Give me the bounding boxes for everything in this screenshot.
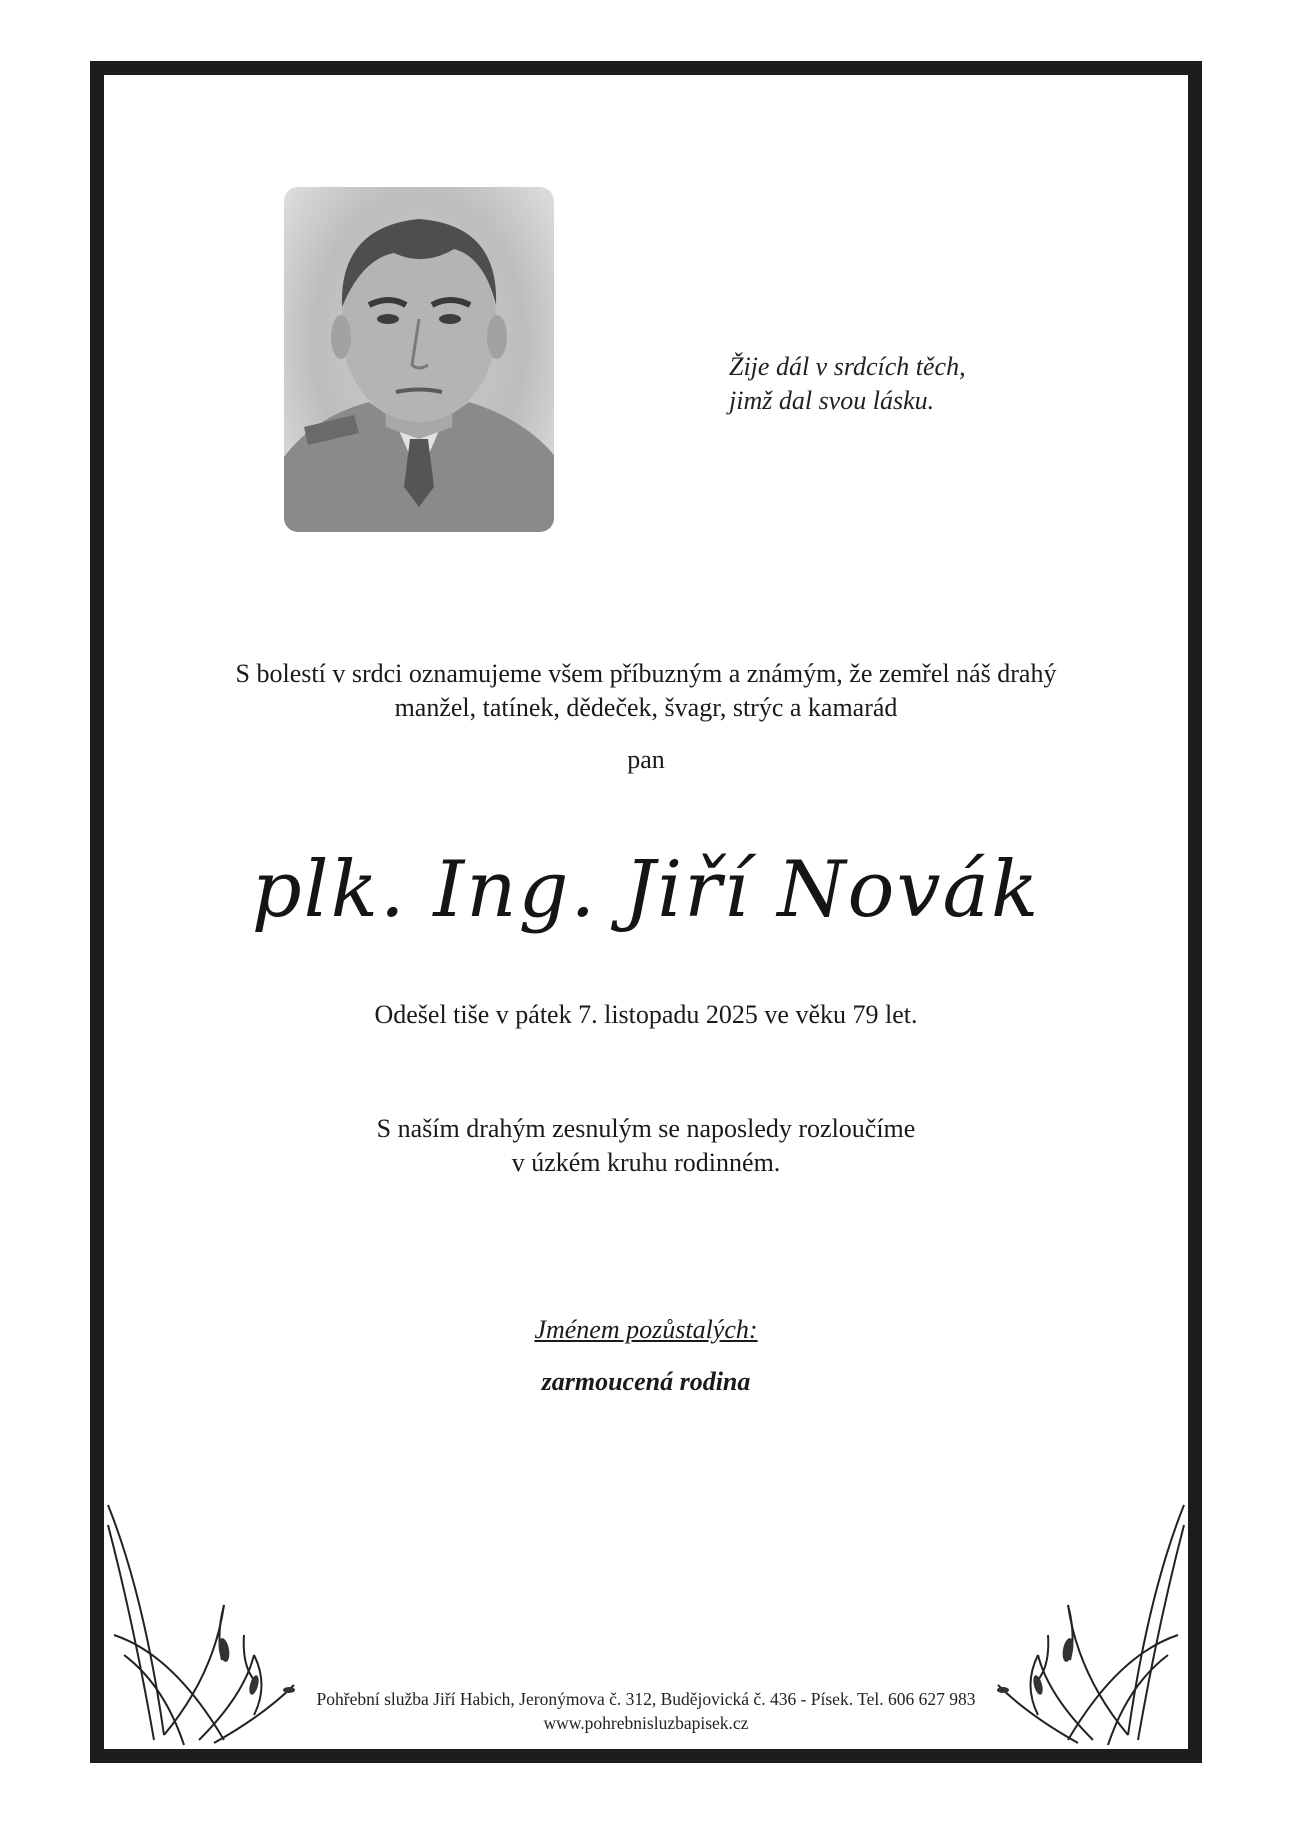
death-notice: Odešel tiše v pátek 7. listopadu 2025 ve věku 79 let. [374, 1000, 918, 1029]
mourning-border-frame [90, 61, 1202, 1763]
portrait-photo [284, 187, 554, 532]
announcement-text [104, 657, 1188, 725]
motto-line-1: Žije dál v srdcích těch, [729, 352, 966, 381]
title-word: pan [627, 745, 665, 774]
motto-quote [729, 350, 1129, 418]
on-behalf-label: Jménem pozůstalých: [534, 1315, 758, 1344]
footer-contact-line: Pohřební služba Jiří Habich, Jeronýmova č. 312, Budějovická č. 436 - Písek. Tel. 606 627 983 [316, 1689, 976, 1709]
farewell-line-2: v úzkém kruhu rodinném. [511, 1148, 781, 1177]
funeral-service-footer [104, 1687, 1188, 1735]
farewell-line-1: S naším drahým zesnulým se naposledy rozloučíme [376, 1114, 916, 1143]
mourners-signature: zarmoucená rodina [541, 1367, 751, 1396]
announcement-line-2: manžel, tatínek, dědeček, švagr, strýc a kamarád [394, 693, 898, 722]
deceased-name: plk. Ing. Jiří Novák [251, 845, 1041, 935]
motto-line-2: jimž dal svou lásku. [729, 386, 935, 415]
announcement-line-1: S bolestí v srdci oznamujeme všem příbuzným a známým, že zemřel náš drahý [235, 659, 1057, 688]
footer-website: www.pohrebnisluzbapisek.cz [543, 1713, 749, 1733]
farewell-text [104, 1112, 1188, 1180]
